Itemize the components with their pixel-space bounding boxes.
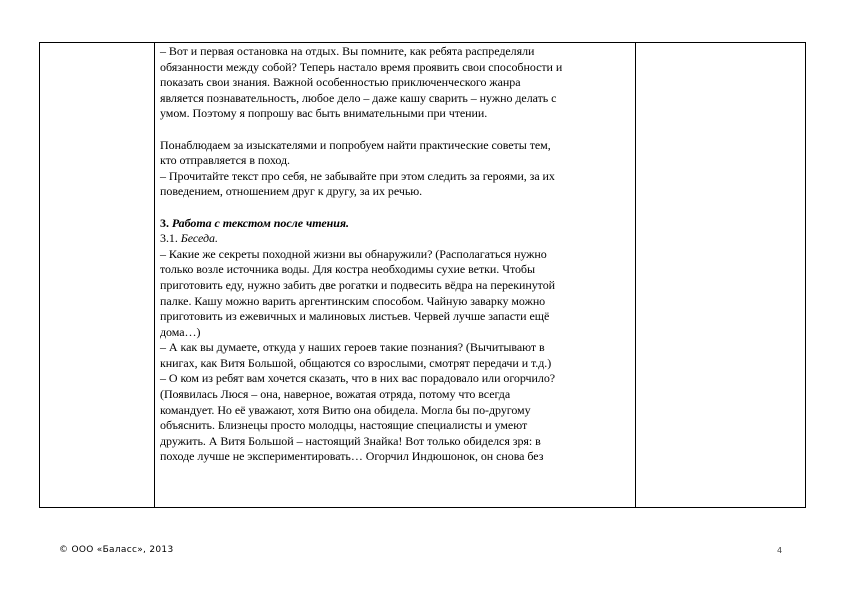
text-line: поведением, отношением друг к другу, за их речью.	[160, 184, 423, 199]
text-line: (Появилась Люся – она, наверное, вожатая отряда, потому что всегда	[160, 387, 511, 402]
lesson-table	[39, 42, 806, 508]
text-line: умом. Поэтому я попрошу вас быть внимательными при чтении.	[160, 106, 488, 121]
text-line: кто отправляется в поход.	[160, 153, 291, 168]
text-line: показать свои знания. Важной особенностью приключенческого жанра	[160, 75, 521, 90]
text-line: обязанности между собой? Теперь настало время проявить свои способности и	[160, 59, 563, 74]
lesson-text	[160, 44, 638, 465]
text-line: является познавательность, любое дело – даже кашу сварить – нужно делать с	[160, 90, 557, 105]
text-line: походе лучше не экспериментировать… Огорчил Индюшонок, он снова без	[160, 449, 544, 464]
text-line: – О ком из ребят вам хочется сказать, что в них вас порадовало или огорчило?	[160, 371, 556, 386]
column-divider-left	[154, 43, 155, 507]
text-line: – А как вы думаете, откуда у наших героев такие познания? (Вычитывают в	[160, 340, 545, 355]
section-heading	[160, 216, 638, 232]
copyright-footer: © ООО «Баласс», 2013	[59, 545, 174, 555]
text-line: Понаблюдаем за изыскателями и попробуем найти практические советы тем,	[160, 137, 551, 152]
text-line: – Какие же секреты походной жизни вы обнаружили? (Располагаться нужно	[160, 246, 547, 261]
section-title: Работа с текстом после чтения.	[168, 215, 349, 230]
page-number: 4	[777, 546, 783, 555]
text-line: палке. Кашу можно варить аргентинским способом. Чайную заварку можно	[160, 293, 546, 308]
text-line: дружить. А Витя Большой – настоящий Знайка! Вот только обиделся зря: в	[160, 433, 541, 448]
subsection-title: Беседа.	[180, 231, 218, 246]
text-line: – Вот и первая остановка на отдых. Вы помните, как ребята распределяли	[160, 44, 535, 58]
subsection-number: 3.1.	[160, 231, 181, 246]
text-line: книгах, как Витя Большой, общаются со взрослыми, смотрят передачи и т.д.)	[160, 355, 552, 370]
section-number: 3.	[160, 215, 169, 230]
text-line: дома…)	[160, 324, 201, 339]
text-line: объяснить. Близнецы просто молодцы, настоящие специалисты и умеют	[160, 418, 528, 433]
text-line: только возле источника воды. Для костра необходимы сухие ветки. Чтобы	[160, 262, 536, 277]
text-line: – Прочитайте текст про себя, не забывайте при этом следить за героями, за их	[160, 168, 555, 183]
text-line: приготовить еду, нужно забить две рогатки и подвесить вёдра на перекинутой	[160, 277, 556, 292]
subsection-heading	[160, 231, 638, 247]
text-line: приготовить из ежевичных и малиновых листьев. Червей лучше запасти ещё	[160, 309, 550, 324]
text-line: командует. Но её уважают, хотя Витю она обидела. Могла бы по-другому	[160, 402, 531, 417]
